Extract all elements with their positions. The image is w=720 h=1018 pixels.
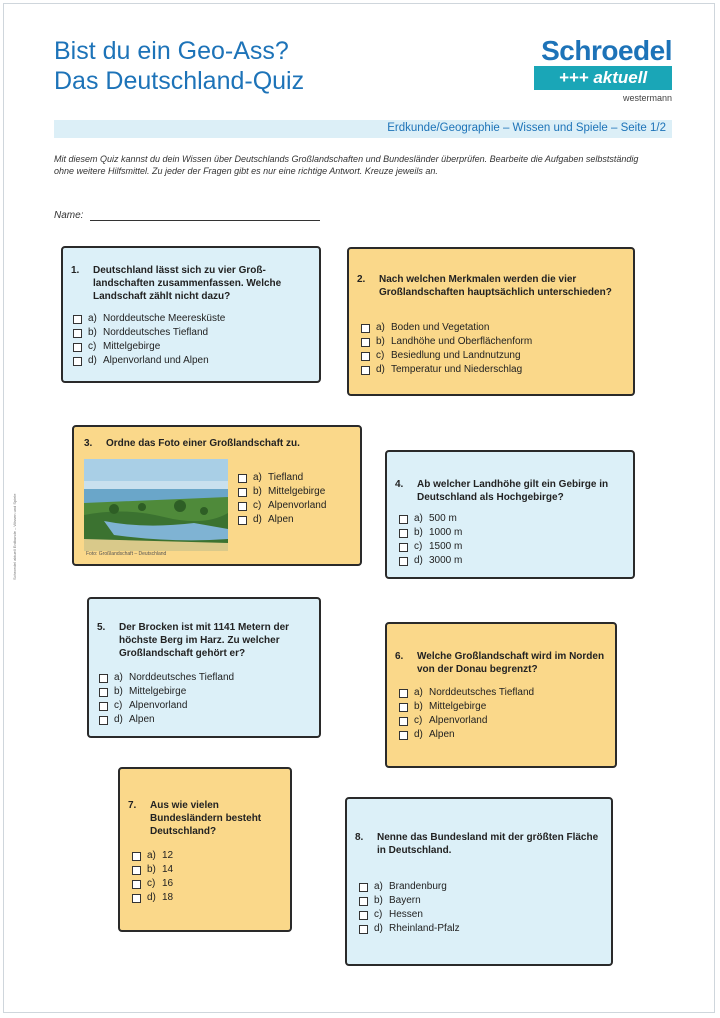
- option-letter: a): [88, 313, 97, 324]
- answer-option[interactable]: [99, 699, 234, 713]
- option-letter: d): [374, 923, 383, 934]
- option-letter: c): [88, 341, 97, 352]
- answer-option[interactable]: [399, 728, 534, 742]
- checkbox[interactable]: [361, 324, 370, 333]
- side-note: [12, 330, 22, 590]
- checkbox[interactable]: [238, 516, 247, 525]
- option-label: Alpen: [429, 729, 455, 740]
- answer-option[interactable]: [399, 700, 534, 714]
- option-letter: a): [374, 881, 383, 892]
- answer-option[interactable]: [132, 849, 173, 863]
- checkbox[interactable]: [399, 731, 408, 740]
- question-card-2: [347, 247, 635, 396]
- option-label: Alpenvorland: [268, 500, 327, 511]
- logo-badge: +++ aktuell: [534, 66, 672, 90]
- option-label: Alpenvorland: [129, 700, 188, 711]
- question-card-3: [72, 425, 362, 566]
- checkbox[interactable]: [361, 366, 370, 375]
- option-letter: d): [114, 714, 123, 725]
- answer-option[interactable]: [359, 894, 460, 908]
- answer-option[interactable]: [73, 340, 225, 354]
- landscape-photo: [84, 459, 228, 551]
- option-label: 16: [162, 878, 174, 889]
- option-letter: b): [374, 895, 383, 906]
- option-label: Rheinland-Pfalz: [389, 923, 460, 934]
- option-label: Norddeutsches Tiefland: [129, 672, 235, 683]
- checkbox[interactable]: [99, 674, 108, 683]
- option-label: Bayern: [389, 895, 421, 906]
- question-2: [357, 273, 617, 299]
- answer-option[interactable]: [399, 540, 462, 554]
- checkbox[interactable]: [99, 716, 108, 725]
- subject-text: Erdkunde/Geographie – Wissen und Spiele – Seite 1/2: [387, 122, 666, 134]
- answer-option[interactable]: [238, 485, 326, 499]
- answer-option[interactable]: [73, 354, 225, 368]
- answer-option[interactable]: [99, 713, 234, 727]
- answer-option[interactable]: [359, 922, 460, 936]
- option-label: 14: [162, 864, 174, 875]
- option-letter: a): [376, 322, 385, 333]
- checkbox[interactable]: [399, 529, 408, 538]
- checkbox[interactable]: [132, 894, 141, 903]
- option-letter: a): [253, 472, 262, 483]
- question-1: [71, 264, 311, 303]
- option-letter: c): [376, 350, 385, 361]
- option-letter: d): [414, 555, 423, 566]
- answer-options: [132, 849, 173, 905]
- option-label: Hessen: [389, 909, 423, 920]
- option-label: 1500 m: [429, 541, 463, 552]
- option-letter: d): [376, 364, 385, 375]
- option-label: Landhöhe und Oberflächenform: [391, 336, 533, 347]
- answer-option[interactable]: [99, 671, 234, 685]
- option-letter: b): [147, 864, 156, 875]
- option-letter: b): [114, 686, 123, 697]
- option-letter: b): [414, 527, 423, 538]
- subject-band: [54, 120, 672, 138]
- name-field[interactable]: [90, 220, 320, 221]
- option-label: Mittelgebirge: [129, 686, 187, 697]
- question-number: 5.: [97, 622, 106, 633]
- answer-options: [359, 880, 460, 936]
- question-number: 6.: [395, 651, 404, 662]
- page-title: [54, 36, 304, 96]
- answer-option[interactable]: [399, 686, 534, 700]
- option-label: Besiedlung und Landnutzung: [391, 350, 521, 361]
- title-line-2: Das Deutschland-Quiz: [54, 67, 305, 95]
- option-label: Boden und Vegetation: [391, 322, 490, 333]
- option-letter: c): [114, 700, 123, 711]
- checkbox[interactable]: [359, 911, 368, 920]
- option-label: 18: [162, 892, 174, 903]
- question-number: 7.: [128, 800, 137, 811]
- checkbox[interactable]: [399, 557, 408, 566]
- intro-text: Mit diesem Quiz kannst du dein Wissen über Deutschlands Großlandschaften und Bundesländer überprüfen. Bearbeite die Aufgaben selbstständig ohne weitere Hilfsmittel. Zu jeder der Fragen gibt es nur eine richtige Antwort. Kreuze jeweils an.: [54, 154, 639, 176]
- question-card-7: [118, 767, 292, 932]
- question-text: Nenne das Bundesland mit der größten Fläche in Deutschland.: [377, 832, 599, 856]
- logo-main-text: Schroedel: [541, 35, 672, 66]
- question-5: [97, 621, 313, 660]
- answer-option[interactable]: [361, 349, 532, 363]
- question-6: [395, 650, 609, 676]
- question-card-8: [345, 797, 613, 966]
- checkbox[interactable]: [238, 502, 247, 511]
- checkbox[interactable]: [73, 343, 82, 352]
- checkbox[interactable]: [361, 352, 370, 361]
- checkbox[interactable]: [399, 703, 408, 712]
- answer-option[interactable]: [399, 554, 462, 568]
- logo-subtitle: westermann: [622, 93, 672, 103]
- question-number: 3.: [84, 438, 93, 449]
- question-card-6: [385, 622, 617, 768]
- checkbox[interactable]: [399, 717, 408, 726]
- answer-option[interactable]: [132, 877, 173, 891]
- answer-option[interactable]: [73, 326, 225, 340]
- option-letter: d): [88, 355, 97, 366]
- checkbox[interactable]: [132, 866, 141, 875]
- option-letter: b): [253, 486, 262, 497]
- option-letter: a): [114, 672, 123, 683]
- option-letter: b): [88, 327, 97, 338]
- answer-option[interactable]: [361, 363, 532, 377]
- option-letter: c): [374, 909, 383, 920]
- answer-option[interactable]: [399, 714, 534, 728]
- option-label: Norddeutsche Meeresküste: [103, 313, 226, 324]
- checkbox[interactable]: [238, 488, 247, 497]
- option-label: 1000 m: [429, 527, 463, 538]
- answer-option[interactable]: [361, 335, 532, 349]
- answer-option[interactable]: [359, 880, 460, 894]
- question-text: Ordne das Foto einer Großlandschaft zu.: [106, 438, 300, 449]
- checkbox[interactable]: [99, 702, 108, 711]
- question-text: Der Brocken ist mit 1141 Metern der höchste Berg im Harz. Zu welcher Großlandschaft gehört er?: [119, 622, 290, 659]
- option-label: Mittelgebirge: [268, 486, 326, 497]
- answer-options: [99, 671, 234, 727]
- option-label: Brandenburg: [389, 881, 447, 892]
- option-letter: b): [376, 336, 385, 347]
- checkbox[interactable]: [73, 357, 82, 366]
- checkbox[interactable]: [399, 543, 408, 552]
- option-letter: d): [414, 729, 423, 740]
- option-label: Tiefland: [268, 472, 304, 483]
- option-label: Alpen: [129, 714, 155, 725]
- question-number: 8.: [355, 832, 364, 843]
- option-letter: a): [414, 513, 423, 524]
- option-label: Mittelgebirge: [103, 341, 161, 352]
- name-label: Name:: [54, 210, 84, 221]
- checkbox[interactable]: [399, 689, 408, 698]
- checkbox[interactable]: [132, 880, 141, 889]
- option-label: Alpenvorland: [429, 715, 488, 726]
- checkbox[interactable]: [359, 883, 368, 892]
- answer-option[interactable]: [359, 908, 460, 922]
- question-card-4: [385, 450, 635, 579]
- checkbox[interactable]: [361, 338, 370, 347]
- side-note-text: Schroedel aktuell Erdkunde – Wissen und Spiele: [12, 493, 17, 580]
- answer-options: [238, 471, 326, 527]
- option-label: Temperatur und Niederschlag: [391, 364, 523, 375]
- answer-option[interactable]: [132, 863, 173, 877]
- option-label: Alpenvorland und Alpen: [103, 355, 209, 366]
- question-text: Ab welcher Landhöhe gilt ein Gebirge in Deutschland als Hochgebirge?: [417, 479, 609, 503]
- title-line-1: Bist du ein Geo-Ass?: [54, 37, 289, 65]
- option-letter: c): [253, 500, 262, 511]
- option-letter: d): [147, 892, 156, 903]
- answer-option[interactable]: [99, 685, 234, 699]
- checkbox[interactable]: [99, 688, 108, 697]
- question-card-5: [87, 597, 321, 738]
- answer-option[interactable]: [238, 513, 326, 527]
- option-letter: d): [253, 514, 262, 525]
- question-7: [128, 799, 284, 838]
- checkbox[interactable]: [73, 329, 82, 338]
- option-letter: c): [147, 878, 156, 889]
- option-label: Alpen: [268, 514, 294, 525]
- question-4: [395, 478, 627, 504]
- question-text: Nach welchen Merkmalen werden die vier Großlandschaften hauptsächlich unterschieden?: [379, 274, 612, 298]
- answer-options: [361, 321, 532, 377]
- publisher-logo: [528, 36, 672, 103]
- answer-option[interactable]: [399, 512, 462, 526]
- option-label: 3000 m: [429, 555, 463, 566]
- question-text: Aus wie vielen Bundesländern besteht Deutschland?: [150, 800, 262, 837]
- checkbox[interactable]: [359, 897, 368, 906]
- checkbox[interactable]: [132, 852, 141, 861]
- checkbox[interactable]: [238, 474, 247, 483]
- option-label: 12: [162, 850, 174, 861]
- landscape-photo-image: [84, 459, 228, 551]
- answer-option[interactable]: [399, 526, 462, 540]
- option-label: Norddeutsches Tiefland: [103, 327, 209, 338]
- question-text: Welche Großlandschaft wird im Norden von der Donau begrenzt?: [417, 651, 605, 675]
- option-label: Mittelgebirge: [429, 701, 487, 712]
- question-3: [84, 437, 354, 450]
- answer-options: [73, 312, 225, 368]
- answer-option[interactable]: [132, 891, 173, 905]
- answer-options: [399, 686, 534, 742]
- option-letter: a): [414, 687, 423, 698]
- photo-credit: Foto: Großlandschaft – Deutschland: [86, 551, 167, 557]
- checkbox[interactable]: [359, 925, 368, 934]
- question-number: 2.: [357, 274, 366, 285]
- checkbox[interactable]: [399, 515, 408, 524]
- answer-option[interactable]: [238, 471, 326, 485]
- option-label: Norddeutsches Tiefland: [429, 687, 535, 698]
- option-letter: c): [414, 715, 423, 726]
- option-letter: c): [414, 541, 423, 552]
- question-card-1: [61, 246, 321, 383]
- answer-option[interactable]: [238, 499, 326, 513]
- answer-options: [399, 512, 462, 568]
- option-label: 500 m: [429, 513, 457, 524]
- option-letter: b): [414, 701, 423, 712]
- question-number: 1.: [71, 265, 80, 276]
- question-8: [355, 831, 603, 857]
- answer-option[interactable]: [73, 312, 225, 326]
- option-letter: a): [147, 850, 156, 861]
- answer-option[interactable]: [361, 321, 532, 335]
- question-number: 4.: [395, 479, 404, 490]
- checkbox[interactable]: [73, 315, 82, 324]
- question-text: Deutschland lässt sich zu vier Groß-landschaften zusammenfassen. Welche Landschaft zählt nicht dazu?: [93, 265, 282, 302]
